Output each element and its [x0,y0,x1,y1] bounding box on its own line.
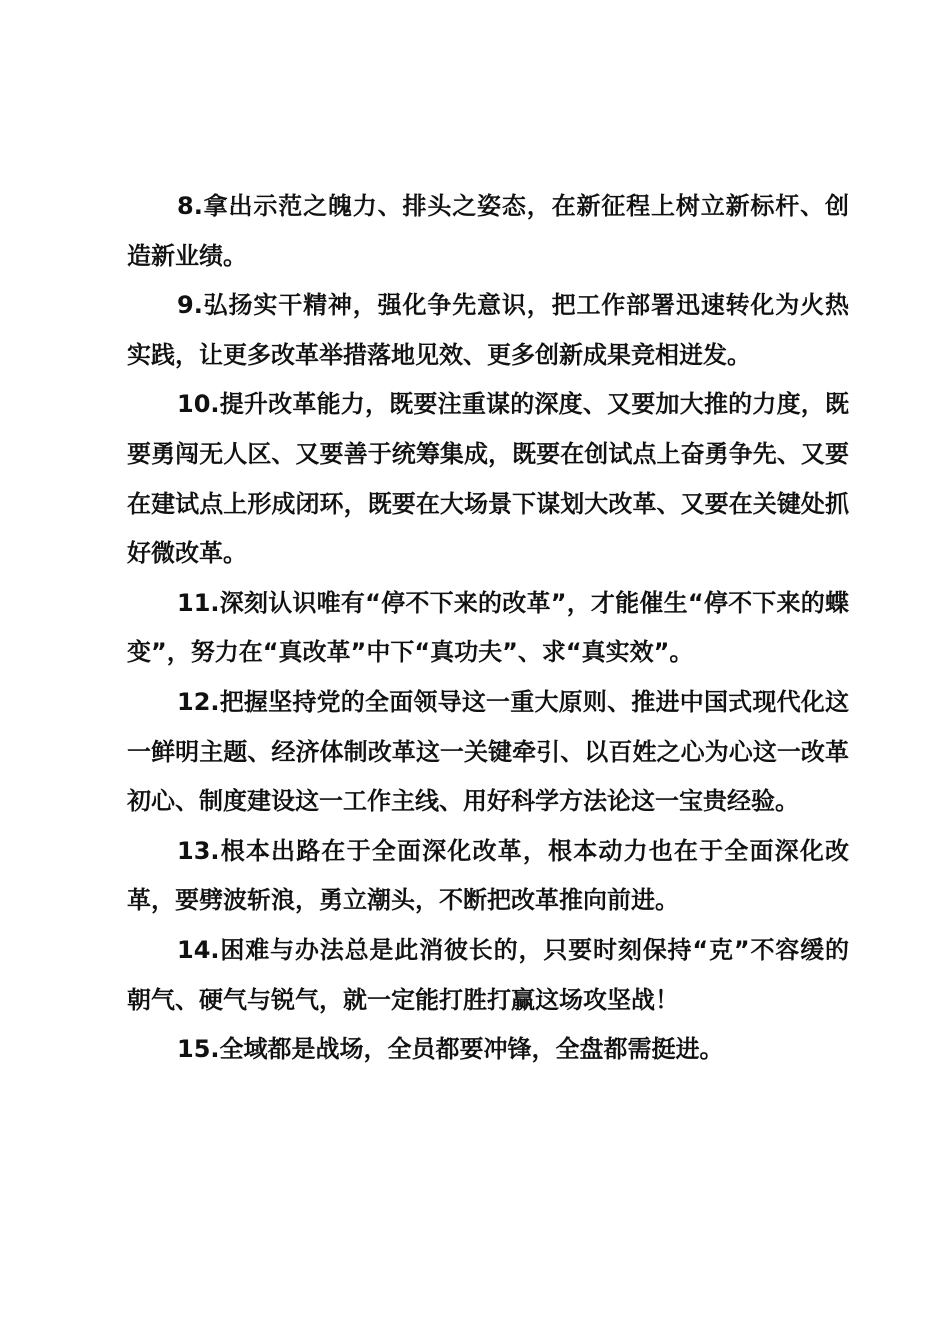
paragraph-10: 10.提升改革能力，既要注重谋的深度、又要加大推的力度，既要勇闯无人区、又要善于统筹集成，既要在创试点上奋勇争先、又要在建试点上形成闭环，既要在大场景下谋划大改革、又要在关键处抓好微改革。 [127,390,849,568]
paragraph-13: 13.根本出路在于全面深化改革，根本动力也在于全面深化改革，要劈波斩浪，勇立潮头，不断把改革推向前进。 [127,836,849,915]
paragraph-9: 9.弘扬实干精神，强化争先意识，把工作部署迅速转化为火热实践，让更多改革举措落地见效、更多创新成果竞相迸发。 [127,291,849,369]
paragraph-8: 8.拿出示范之魄力、排头之姿态，在新征程上树立新标杆、创造新业绩。 [127,192,849,270]
paragraph-11: 11.深刻认识唯有“停不下来的改革”，才能催生“停不下来的蝶变”，努力在“真改革”中下“真功夫”、求“真实效”。 [127,588,849,667]
document-body [127,182,849,1075]
paragraph-12: 12.把握坚持党的全面领导这一重大原则、推进中国式现代化这一鲜明主题、经济体制改革这一关键牵引、以百姓之心为心这一改革初心、制度建设这一工作主线、用好科学方法论这一宝贵经验。 [127,687,849,816]
paragraph-14: 14.困难与办法总是此消彼长的，只要时刻保持“克”不容缓的朝气、硬气与锐气，就一定能打胜打赢这场攻坚战！ [127,935,849,1014]
paragraph-15: 15.全域都是战场，全员都要冲锋，全盘都需挺进。 [177,1035,724,1064]
